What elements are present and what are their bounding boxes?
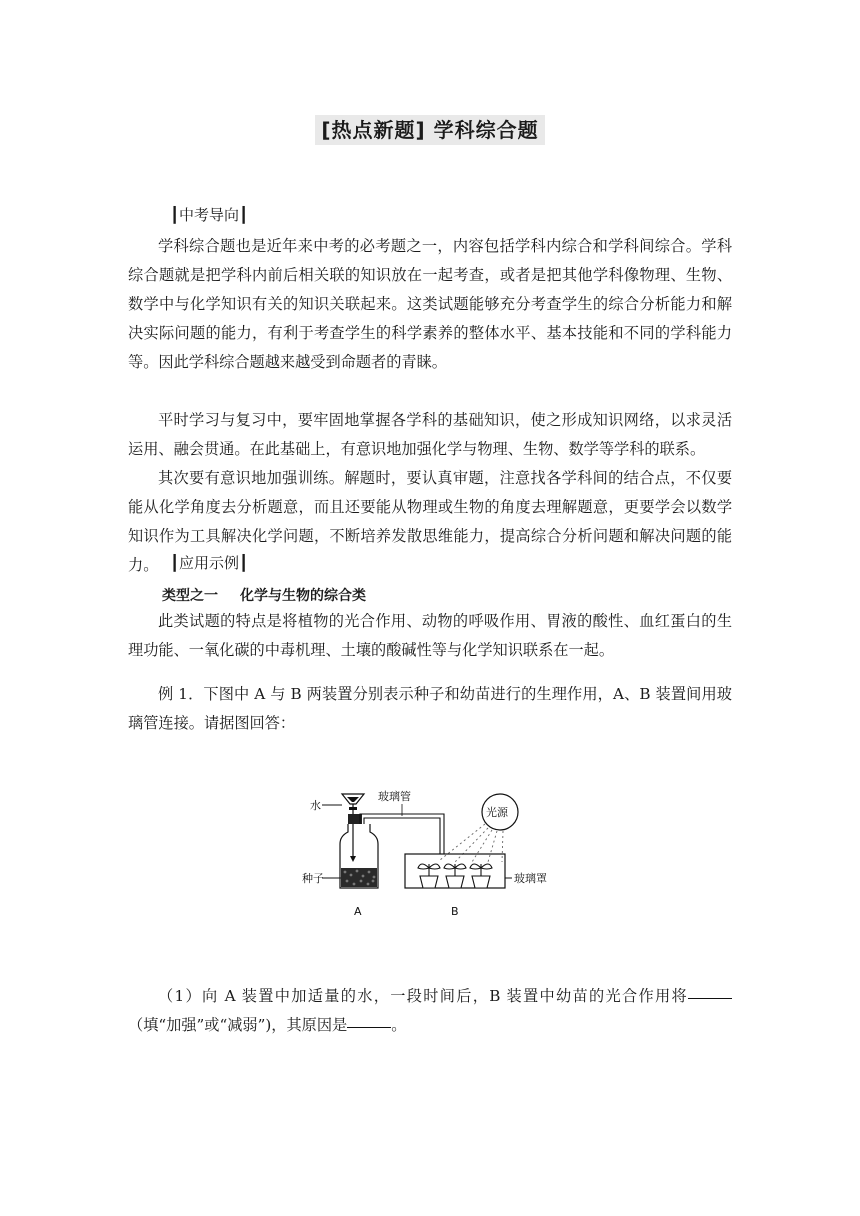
paragraph-training-tips: 其次要有意识地加强训练。解题时，要认真审题，注意找各学科间的结合点，不仅要能从化学角度去分析题意，而且还要能从物理或生物的角度去理解题意，更要学会以数学知识作为工具解决化学问题，不断培养发散思维能力，提高综合分析问题和解决问题的能力。 (128, 469, 732, 574)
paragraph-intro: 学科综合题也是近年来中考的必考题之一，内容包括学科内综合和学科间综合。学科综合题就是把学科内前后相关联的知识放在一起考查，或者是把其他学科像物理、生物、数学中与化学知识有关的知识关联起来。这类试题能够充分考查学生的综合分析能力和解决实际问题的能力，有利于考查学生的科学素养的整体水平、基本技能和不同的学科能力等。因此学科综合题越来越受到命题者的青睐。 (128, 237, 732, 371)
section-heading-example: ┃应用示例┃ (170, 554, 249, 572)
type-description: 此类试题的特点是将植物的光合作用、动物的呼吸作用、胃液的酸性、血红蛋白的生理功能、一氧化碳的中毒机理、土壤的酸碱性等与化学知识联系在一起。 (128, 612, 732, 659)
example-intro: 例 1．下图中 A 与 B 两装置分别表示种子和幼苗进行的生理作用，A、B 装置间用玻璃管连接。请据图回答： (128, 685, 732, 732)
question-1-part2: （填“加强”或“减弱”)，其原因是 (128, 1016, 348, 1034)
label-glass-tube: 玻璃管 (378, 790, 411, 803)
type-heading (162, 585, 366, 605)
label-water: 水 (310, 799, 321, 812)
answer-blank-1[interactable] (688, 997, 732, 999)
label-seed: 种子 (302, 872, 324, 885)
question-1-part3: 。 (391, 1016, 407, 1034)
label-b: B (451, 905, 459, 918)
light-rays (440, 824, 503, 862)
label-light: 光源 (486, 806, 508, 819)
page-title-text: [热点新题] 学科综合题 (315, 115, 544, 145)
seedlings (418, 864, 492, 888)
page-title (0, 114, 860, 143)
label-a: A (354, 905, 362, 918)
question-1 (128, 982, 732, 1040)
question-1-part1: （1）向 A 装置中加适量的水，一段时间后，B 装置中幼苗的光合作用将 (158, 987, 688, 1005)
type-name: 化学与生物的综合类 (240, 588, 366, 604)
section-heading-guide: ┃中考导向┃ (170, 206, 249, 224)
answer-blank-2[interactable] (347, 1026, 391, 1028)
type-label: 类型之一 (162, 588, 218, 604)
label-glass-cover: 玻璃罩 (514, 872, 547, 885)
paragraph-study-tips: 平时学习与复习中，要牢固地掌握各学科的基础知识，使之形成知识网络，以求灵活运用、融会贯通。在此基础上，有意识地加强化学与物理、生物、数学等学科的联系。 (128, 411, 732, 458)
bottle-a (340, 814, 378, 888)
funnel-icon (342, 794, 364, 814)
apparatus-diagram (290, 780, 580, 920)
